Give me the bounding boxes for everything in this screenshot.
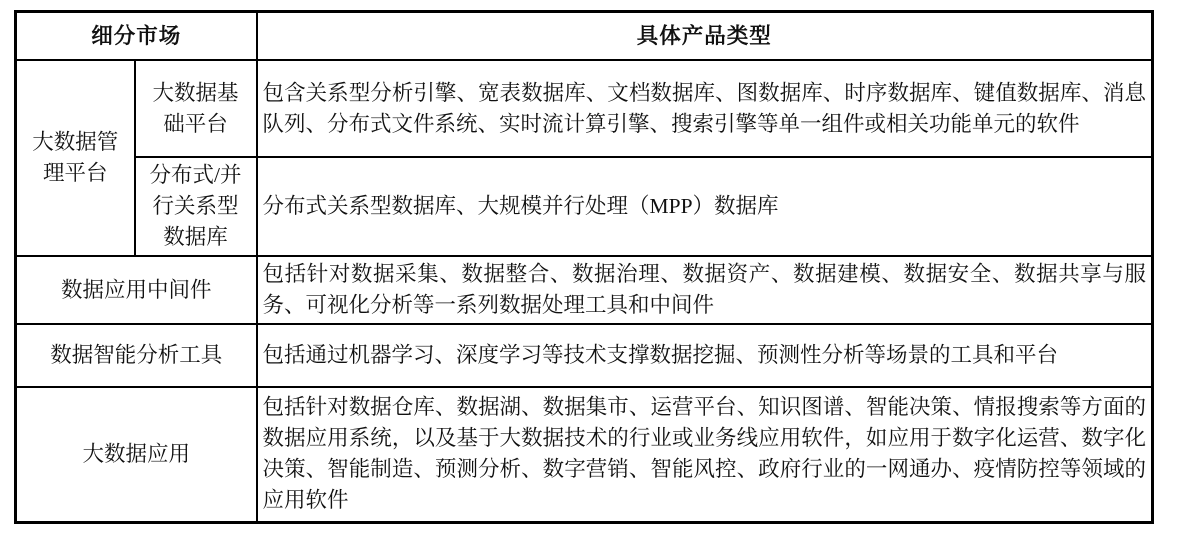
table-row [16,256,1153,324]
table-row [16,387,1153,522]
cell-segment-bigdata-application: 大数据应用 [16,387,257,522]
cell-sub-distributed-parallel-rdb: 分布式/并行关系型数据库 [135,157,257,256]
cell-segment-data-app-middleware: 数据应用中间件 [16,256,257,324]
cell-desc-data-app-middleware: 包括针对数据采集、数据整合、数据治理、数据资产、数据建模、数据安全、数据共享与服务、可视化分析等一系列数据处理工具和中间件 [257,256,1153,324]
cell-group-bigdata-management-platform: 大数据管理平台 [16,60,135,256]
market-segment-table [14,10,1154,524]
table-row [16,157,1153,256]
header-cell-product-type: 具体产品类型 [257,12,1153,61]
cell-desc-distributed-parallel-rdb: 分布式关系型数据库、大规模并行处理（MPP）数据库 [257,157,1153,256]
cell-sub-bigdata-base-platform: 大数据基础平台 [135,60,257,157]
cell-desc-bigdata-application: 包括针对数据仓库、数据湖、数据集市、运营平台、知识图谱、智能决策、情报搜索等方面的数据应用系统，以及基于大数据技术的行业或业务线应用软件，如应用于数字化运营、数字化决策、智能制造、预测分析、数字营销、智能风控、政府行业的一网通办、疫情防控等领域的应用软件 [257,387,1153,522]
cell-segment-data-intelligent-analysis-tools: 数据智能分析工具 [16,324,257,387]
table-row [16,324,1153,387]
table-row [16,60,1153,157]
table-header-row [16,12,1153,61]
cell-desc-bigdata-base-platform: 包含关系型分析引擎、宽表数据库、文档数据库、图数据库、时序数据库、键值数据库、消息队列、分布式文件系统、实时流计算引擎、搜索引擎等单一组件或相关功能单元的软件 [257,60,1153,157]
cell-desc-data-intelligent-analysis-tools: 包括通过机器学习、深度学习等技术支撑数据挖掘、预测性分析等场景的工具和平台 [257,324,1153,387]
header-cell-segment: 细分市场 [16,12,257,61]
